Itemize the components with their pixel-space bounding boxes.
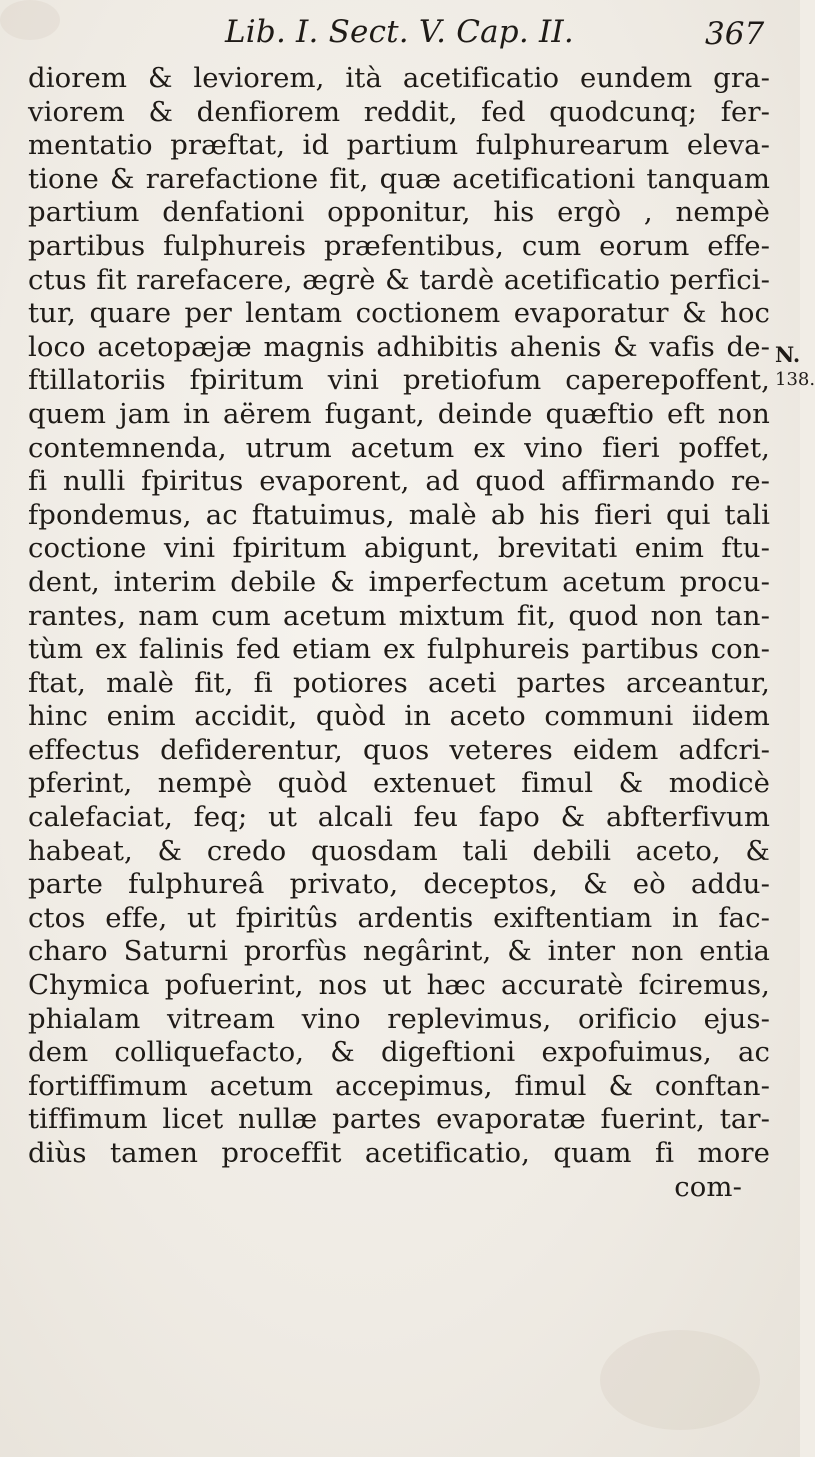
text-line: fortiffimum acetum accepimus, fimul & conftan-	[28, 1069, 770, 1102]
text-line: dem colliquefacto, & digeftioni expofuimus, ac	[28, 1036, 770, 1069]
text-line: ftat, malè fit, fi potiores aceti partes arceantur,	[28, 666, 770, 699]
text-line: tur, quare per lentam coctionem evaporatur & hoc	[28, 297, 770, 330]
margin-note: 138.	[775, 369, 815, 390]
text-line: tiffimum licet nullæ partes evaporatæ fuerint, tar-	[28, 1103, 770, 1136]
text-line: partibus fulphureis præfentibus, cum eorum effe-	[28, 229, 770, 262]
running-head: Lib. I. Sect. V. Cap. II.	[225, 14, 574, 50]
text-line: coctione vini fpiritum abigunt, brevitati enim ftu-	[28, 532, 770, 565]
body-text	[28, 62, 770, 1204]
text-line: calefaciat, feq; ut alcali feu fapo & abfterfivum	[28, 801, 770, 834]
text-line: fpondemus, ac ftatuimus, malè ab his fieri qui tali	[28, 498, 770, 531]
text-line: habeat, & credo quosdam tali debili aceto, &	[28, 834, 770, 867]
text-line: ctos effe, ut fpiritûs ardentis exiftentiam in fac-	[28, 901, 770, 934]
text-line: mentatio præftat, id partium fulphurearum eleva-	[28, 129, 770, 162]
text-line: parte fulphureâ privato, deceptos, & eò addu-	[28, 868, 770, 901]
text-line: diùs tamen proceffit acetificatio, quam fi more	[28, 1137, 770, 1169]
text-line: diorem & leviorem, ità acetificatio eundem gra-	[28, 62, 770, 94]
text-line: dent, interim debile & imperfectum acetum procu-	[28, 565, 770, 598]
text-line: phialam vitream vino replevimus, orificio ejus-	[28, 1002, 770, 1035]
margin-note: N.	[775, 342, 801, 367]
text-line: ctus fit rarefacere, ægrè & tardè acetificatio perfici-	[28, 263, 770, 296]
text-line: Chymica pofuerint, nos ut hæc accuratè fciremus,	[28, 969, 770, 1002]
text-line: viorem & denfiorem reddit, fed quodcunq; fer-	[28, 95, 770, 128]
text-line: ftillatoriis fpiritum vini pretiofum caperepoffent,	[28, 364, 770, 397]
page-number: 367	[705, 16, 765, 52]
text-line: tione & rarefactione fit, quæ acetificationi tanquam	[28, 162, 770, 195]
text-line: hinc enim accidit, quòd in aceto communi iidem	[28, 700, 770, 733]
text-line: rantes, nam cum acetum mixtum fit, quod non tan-	[28, 599, 770, 632]
text-line: fi nulli fpiritus evaporent, ad quod affirmando re-	[28, 465, 770, 498]
text-line: loco acetopæjæ magnis adhibitis ahenis & vafis de-	[28, 330, 770, 363]
text-line: quem jam in aërem fugant, deinde quæftio eft non	[28, 397, 770, 430]
text-line: charo Saturni prorfùs negârint, & inter non entia	[28, 935, 770, 968]
text-line: partium denfationi opponitur, his ergò , nempè	[28, 196, 770, 229]
text-line: pferint, nempè quòd extenuet fimul & modicè	[28, 767, 770, 800]
text-line: effectus defiderentur, quos veteres eidem adfcri-	[28, 733, 770, 766]
text-line: tùm ex falinis fed etiam ex fulphureis partibus con-	[28, 633, 770, 666]
text-line: contemnenda, utrum acetum ex vino fieri poffet,	[28, 431, 770, 464]
catchword: com-	[674, 1170, 742, 1203]
paper-stain	[600, 1330, 760, 1430]
